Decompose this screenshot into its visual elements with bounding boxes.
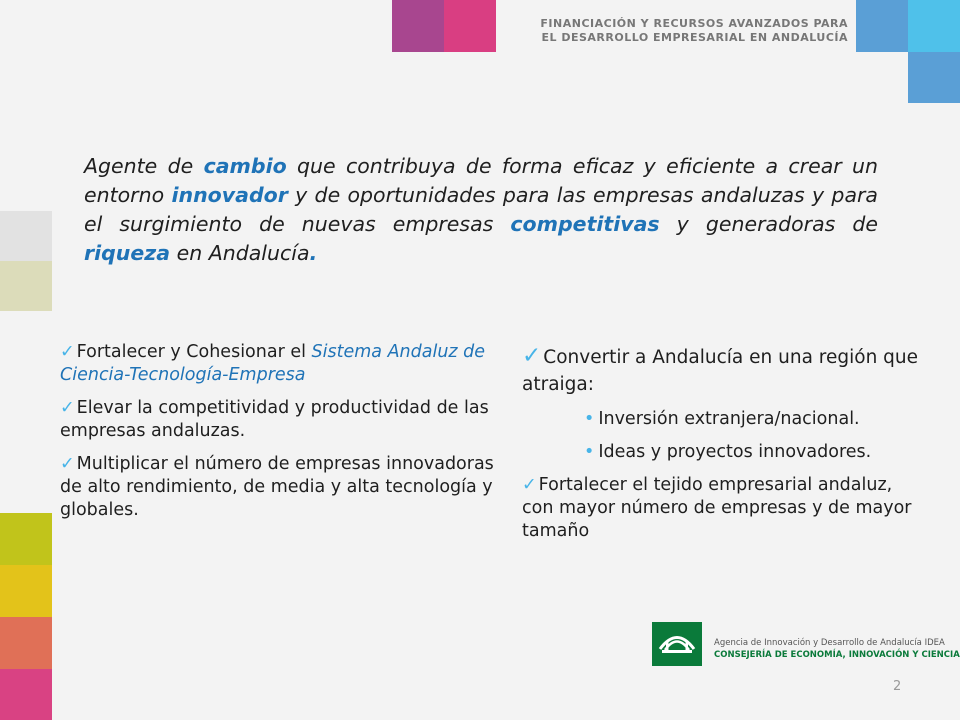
page-number: 2 (893, 679, 902, 694)
list-item (60, 341, 504, 387)
sub-list-item (522, 441, 922, 464)
deco-square-blue-1 (856, 0, 908, 52)
mission-text-1: Agente de (84, 154, 204, 178)
list-item (60, 397, 504, 443)
checkmark-icon: ✓ (60, 454, 75, 474)
mission-keyword-riqueza: riqueza (84, 241, 171, 265)
mission-statement (84, 152, 878, 268)
junta-seal-icon (652, 622, 702, 666)
deco-square-lightblue (908, 0, 960, 52)
deco-square-purple (392, 0, 444, 52)
presentation-header (540, 17, 848, 45)
header-line-1: FINANCIACIÓN Y RECURSOS AVANZADOS PARA (540, 17, 848, 30)
deco-square-blue-2 (908, 52, 960, 103)
list-item (522, 474, 922, 543)
mission-text-5: en Andalucía (170, 241, 310, 265)
deco-square-grey (0, 211, 52, 261)
objective-3-text: Multiplicar el número de empresas innovadoras de alto rendimiento, de media y alta tecnología y globales. (60, 454, 494, 520)
checkmark-icon: ✓ (60, 398, 75, 418)
sub-item-2-text: Ideas y proyectos innovadores. (598, 442, 872, 462)
objectives-right-list (522, 343, 922, 553)
logo-ministry-name: CONSEJERÍA DE ECONOMÍA, INNOVACIÓN Y CIENCIA (714, 650, 960, 660)
checkmark-icon: ✓ (60, 342, 75, 362)
mission-keyword-innovador: innovador (171, 183, 288, 207)
deco-square-magenta (0, 669, 52, 720)
sub-item-1-text: Inversión extranjera/nacional. (598, 409, 860, 429)
logo-agency-name: Agencia de Innovación y Desarrollo de Andalucía IDEA (714, 638, 945, 648)
deco-square-pink (444, 0, 496, 52)
mission-text-2: que contribuya de forma eficaz y eficiente a crear un entorno (84, 154, 878, 207)
checkmark-icon: ✓ (522, 475, 537, 495)
mission-keyword-competitivas: competitivas (510, 212, 660, 236)
checkmark-icon: ✓ (522, 343, 542, 369)
junta-andalucia-logo (652, 622, 960, 666)
deco-square-yellow (0, 565, 52, 617)
sub-list-item (522, 408, 922, 431)
list-item (60, 453, 504, 522)
deco-square-salmon (0, 617, 52, 669)
mission-keyword-cambio: cambio (203, 154, 287, 178)
bullet-icon: • (584, 442, 595, 462)
objective-1-text: Fortalecer y Cohesionar el (76, 342, 312, 362)
objective-5-text: Fortalecer el tejido empresarial andaluz, con mayor número de empresas y de mayor tamaño (522, 475, 912, 541)
bullet-icon: • (584, 409, 595, 429)
mission-text-4: y generadoras de (659, 212, 878, 236)
objective-2-text: Elevar la competitividad y productividad de las empresas andaluzas. (60, 398, 489, 441)
list-item (522, 343, 922, 398)
deco-square-khaki (0, 261, 52, 311)
objectives-left-list (60, 341, 504, 532)
deco-square-lime (0, 513, 52, 565)
mission-text-3: y de oportunidades para las empresas andaluzas y para el surgimiento de nuevas empresas (84, 183, 878, 236)
header-line-2: EL DESARROLLO EMPRESARIAL EN ANDALUCÍA (541, 31, 848, 44)
objective-4-text: Convertir a Andalucía en una región que atraiga: (522, 347, 919, 395)
mission-final-period: . (309, 241, 318, 265)
objective-1-link: Sistema Andaluz de Ciencia-Tecnología-Empresa (60, 342, 486, 385)
